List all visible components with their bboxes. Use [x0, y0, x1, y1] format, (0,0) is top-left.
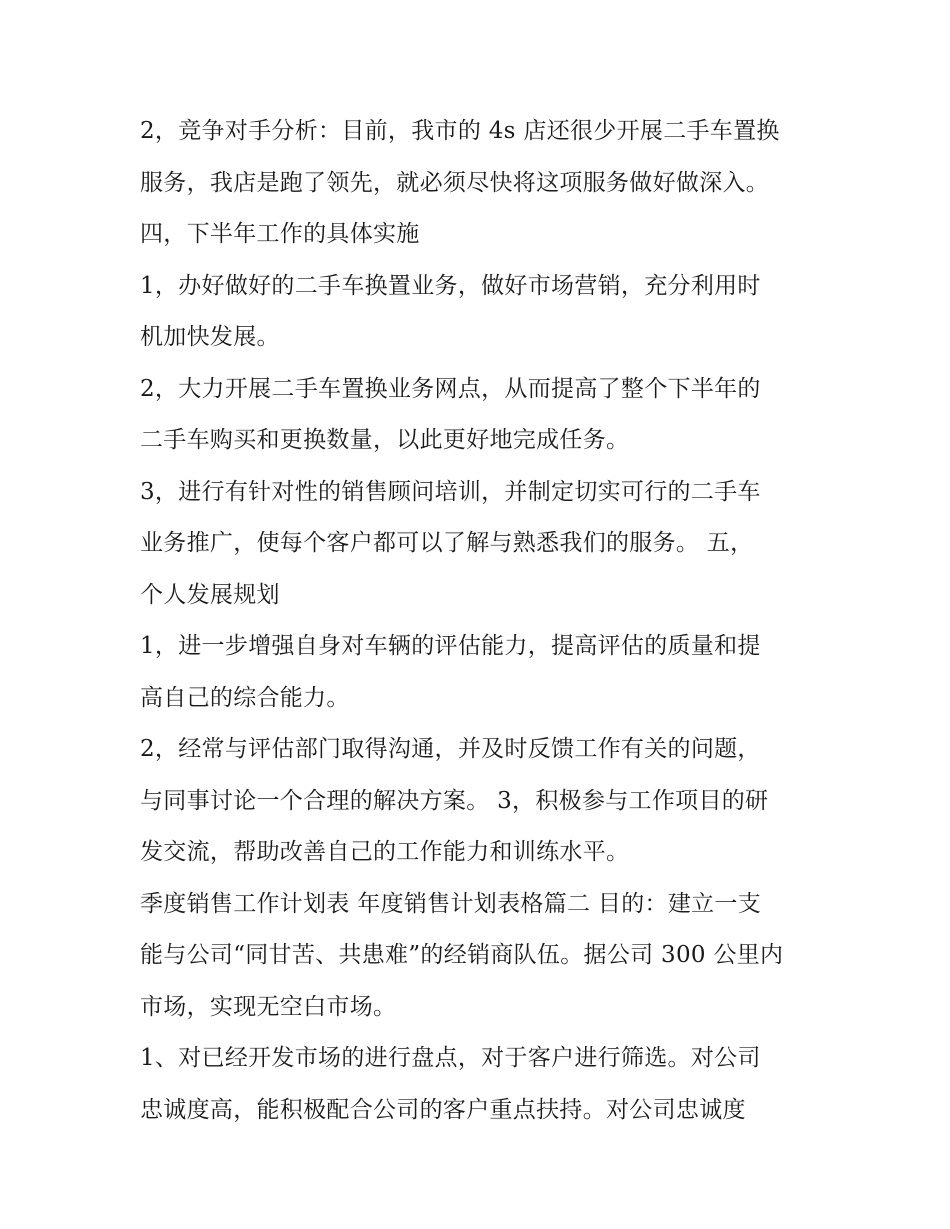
text-line: 二手车购买和更换数量，以此更好地完成任务。 — [140, 427, 630, 453]
text-line: 1，办好做好的二手车换置业务，做好市场营销，充分利用时 — [140, 272, 761, 299]
document-body — [140, 106, 820, 1136]
text-line: 1，进一步增强自身对车辆的评估能力，提高评估的质量和提 — [140, 633, 761, 659]
text-line: 业务推广，使每个客户都可以了解与熟悉我们的服务。 五， — [140, 530, 754, 556]
section-heading: 个人发展规划 — [140, 581, 280, 608]
section-heading: 四，下半年工作的具体实施 — [140, 221, 420, 247]
text-line: 3，进行有针对性的销售顾问培训，并制定切实可行的二手车 — [140, 478, 761, 505]
text-line: 季度销售工作计划表 年度销售计划表格篇二 目的：建立一支 — [140, 890, 762, 917]
text-line: 与同事讨论一个合理的解决方案。 3，积极参与工作项目的研 — [140, 787, 769, 814]
text-line: 机加快发展。 — [140, 324, 280, 350]
text-line: 服务，我店是跑了领先，就必须尽快将这项服务做好做深入。 — [140, 169, 770, 196]
text-line: 忠诚度高，能积极配合公司的客户重点扶持。对公司忠诚度 — [140, 1096, 746, 1123]
text-line: 1、对已经开发市场的进行盘点，对于客户进行筛选。对公司 — [140, 1045, 761, 1071]
text-line: 发交流，帮助改善自己的工作能力和训练水平。 — [140, 839, 630, 865]
text-line: 能与公司“同甘苦、共患难”的经销商队伍。据公司 300 公里内 — [140, 942, 784, 968]
text-line: 2，经常与评估部门取得沟通，并及时反馈工作有关的问题， — [140, 736, 761, 762]
text-line: 高自己的综合能力。 — [140, 684, 350, 711]
text-line: 2，竞争对手分析：目前，我市的 4s 店还很少开展二手车置换 — [140, 118, 780, 144]
text-line: 市场，实现无空白市场。 — [140, 993, 397, 1020]
text-line: 2，大力开展二手车置换业务网点，从而提高了整个下半年的 — [140, 375, 761, 402]
